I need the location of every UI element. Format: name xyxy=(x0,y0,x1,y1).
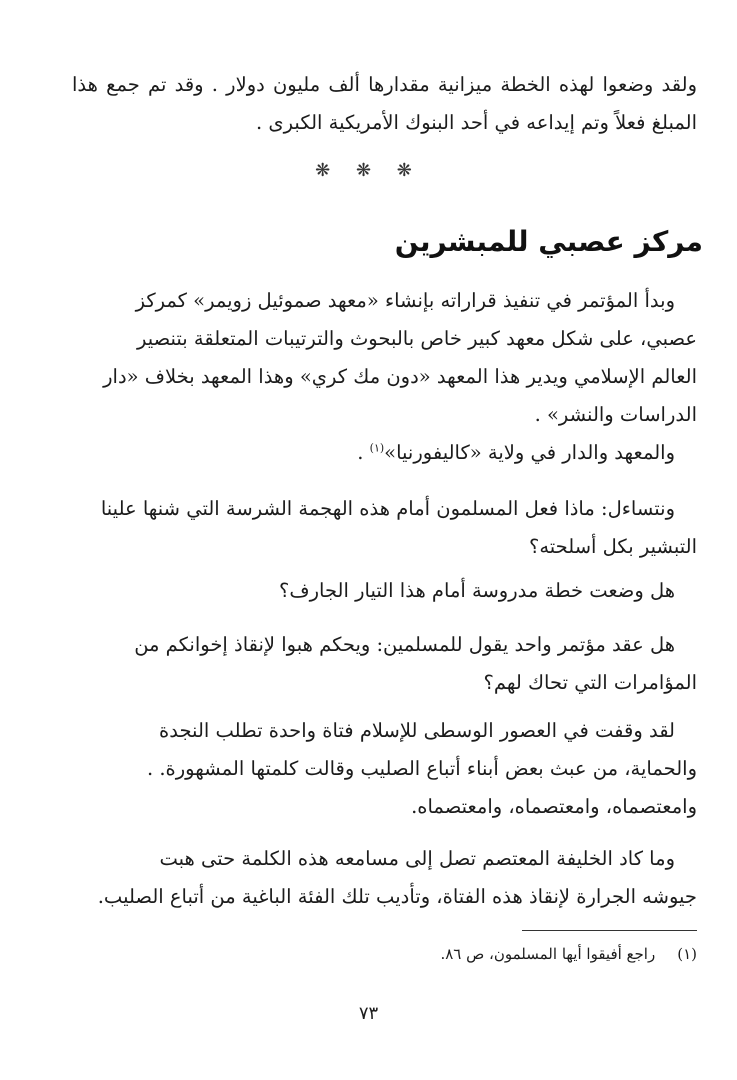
paragraph-line: ونتساءل: ماذا فعل المسلمون أمام هذه الهجمة الشرسة التي شنها علينا xyxy=(100,497,675,520)
paragraph-question xyxy=(72,490,697,566)
paragraph-caliph xyxy=(72,840,697,916)
paragraph-conference xyxy=(72,626,697,702)
paragraph-california xyxy=(72,434,697,472)
paragraph-line: وما كاد الخليفة المعتصم تصل إلى مسامعه هذه الكلمة حتى هبت xyxy=(159,847,675,870)
paragraph-plan xyxy=(72,572,697,610)
paragraph-line: لقد وقفت في العصور الوسطى للإسلام فتاة واحدة تطلب النجدة xyxy=(159,719,675,742)
paragraph-line: المؤامرات التي تحاك لهم؟ xyxy=(483,671,697,694)
paragraph-line: وبدأ المؤتمر في تنفيذ قراراته بإنشاء «معهد صموئيل زويمر» كمركز xyxy=(135,289,675,312)
footnote xyxy=(72,942,697,966)
paragraph-text: والمعهد والدار في ولاية «كاليفورنيا» xyxy=(384,441,675,464)
page-number: ٧٣ xyxy=(358,1003,379,1024)
paragraph-line: عصبي، على شكل معهد كبير خاص بالبحوث والترتيبات المتعلقة بتنصير xyxy=(136,327,697,350)
section-ornament: ❋ ❋ ❋ xyxy=(315,160,422,181)
paragraph-line: جيوشه الجرارة لإنقاذ هذه الفتاة، وتأديب تلك الفئة الباغية من أتباع الصليب. xyxy=(97,885,697,908)
paragraph-line: التبشير بكل أسلحته؟ xyxy=(528,535,697,558)
paragraph-line: المبلغ فعلاً وتم إيداعه في أحد البنوك الأمريكية الكبرى . xyxy=(256,111,697,134)
paragraph-line: هل وضعت خطة مدروسة أمام هذا التيار الجارف؟ xyxy=(279,579,675,602)
paragraph-line: ولقد وضعوا لهذه الخطة ميزانية مقدارها ألف مليون دولار . وقد تم جمع هذا xyxy=(72,73,697,96)
paragraph-line xyxy=(72,434,697,472)
paragraph-end: . xyxy=(357,441,370,464)
paragraph-budget xyxy=(72,66,697,142)
footnote-reference[interactable]: (١) xyxy=(369,441,385,455)
paragraph-middle-ages xyxy=(72,712,697,826)
footnote-separator xyxy=(522,930,697,931)
paragraph-line: وامعتصماه، وامعتصماه، وامعتصماه. xyxy=(411,795,697,818)
footnote-number: (١) xyxy=(677,945,697,963)
section-heading: مركز عصبي للمبشرين xyxy=(394,225,703,258)
paragraph-line: الدراسات والنشر» . xyxy=(534,403,697,426)
footnote-text: راجع أفيقوا أيها المسلمون، ص ٨٦. xyxy=(440,945,656,963)
paragraph-line: والحماية، من عبث بعض أبناء أتباع الصليب وقالت كلمتها المشهورة. . xyxy=(146,757,697,780)
paragraph-line: هل عقد مؤتمر واحد يقول للمسلمين: ويحكم هبوا لإنقاذ إخوانكم من xyxy=(134,633,675,656)
paragraph-line: العالم الإسلامي ويدير هذا المعهد «دون مك كري» وهذا المعهد بخلاف «دار xyxy=(103,365,697,388)
paragraph-institute xyxy=(72,282,697,434)
